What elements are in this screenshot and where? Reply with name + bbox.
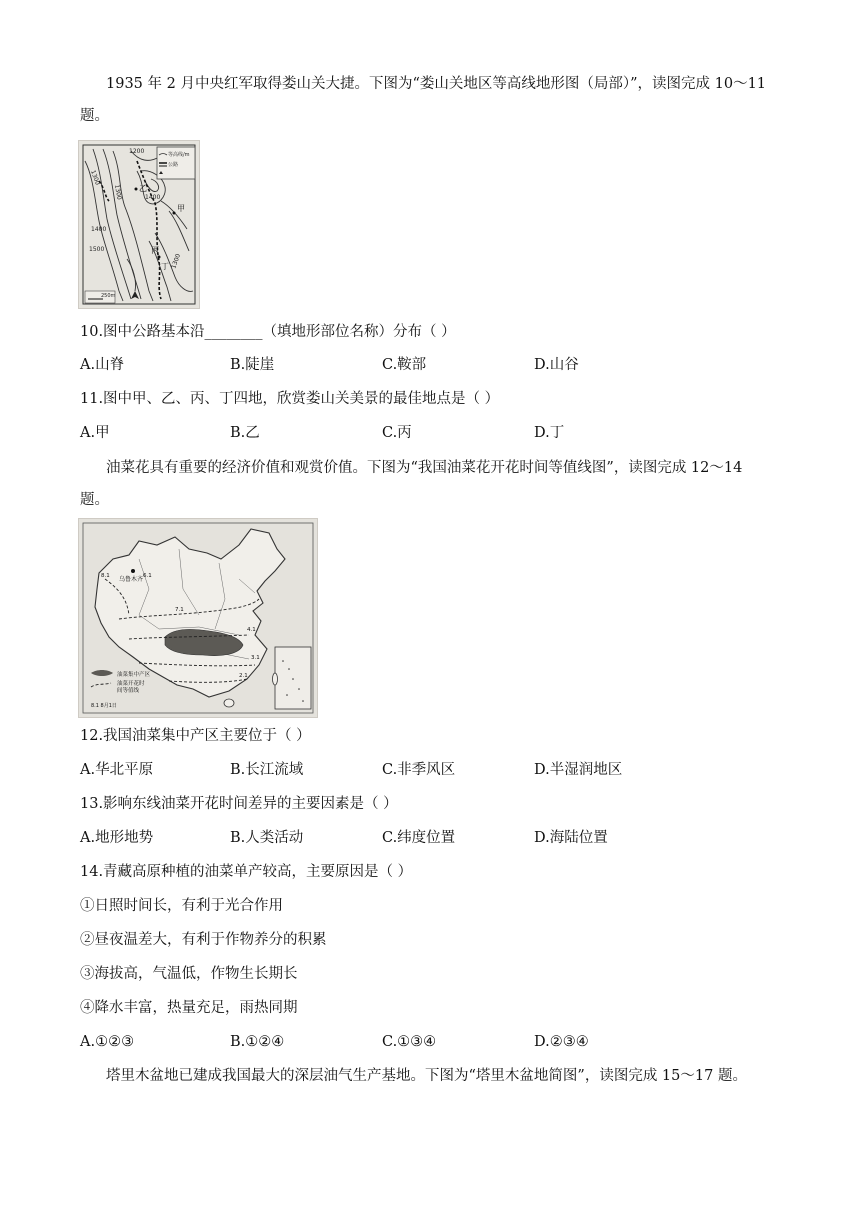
legend-note-label: 8.1 8月1日 — [91, 703, 117, 709]
q13-option-b[interactable]: B.人类活动 — [230, 830, 304, 846]
q14-stem: 14.青藏高原种植的油菜单产较高，主要原因是（ ） — [80, 864, 413, 880]
contour-label-1400-a: 1400 — [145, 194, 161, 201]
contour-map — [79, 141, 199, 308]
intro2-line2: 题。 — [80, 492, 109, 508]
q14-option-d[interactable]: D.②③④ — [534, 1034, 589, 1050]
place-bing: 丙 — [151, 246, 159, 255]
taiwan-island — [273, 673, 278, 685]
q14-option-b[interactable]: B.①②④ — [230, 1034, 285, 1050]
q10-stem: 10.图中公路基本沿________（填地形部位名称）分布（ ） — [80, 324, 456, 340]
intro1-line2: 题。 — [80, 108, 109, 124]
q11-option-d[interactable]: D.丁 — [534, 425, 565, 441]
legend-contour-label: 等高线/m — [168, 152, 190, 158]
south-china-sea-inset — [275, 647, 311, 709]
iso-label-a: 8.1 — [101, 573, 110, 579]
q14-statement-1: ①日照时间长，有利于光合作用 — [80, 898, 283, 914]
iso-label-e: 3.1 — [251, 655, 260, 661]
q14-option-c[interactable]: C.①③④ — [382, 1034, 437, 1050]
q12-option-c[interactable]: C.非季风区 — [382, 762, 456, 778]
contour-label-1300-b: 1300 — [113, 184, 123, 201]
q10-option-b[interactable]: B.陡崖 — [230, 357, 275, 373]
q13-option-a[interactable]: A.地形地势 — [80, 830, 154, 846]
q13-option-c[interactable]: C.纬度位置 — [382, 830, 456, 846]
legend-line-label-1: 油菜开花时 — [117, 681, 145, 687]
iso-label-f: 2.1 — [239, 673, 248, 679]
q11-stem: 11.图中甲、乙、丙、丁四地，欣赏娄山关美景的最佳地点是（ ） — [80, 391, 500, 407]
q14-option-a[interactable]: A.①②③ — [80, 1034, 135, 1050]
q11-option-c[interactable]: C.丙 — [382, 425, 412, 441]
q10-option-a[interactable]: A.山脊 — [80, 357, 125, 373]
contour-label-1200: 1200 — [129, 148, 145, 155]
contour-label-1400-b: 1400 — [91, 226, 107, 233]
place-ding: 丁 — [161, 262, 169, 271]
q12-option-a[interactable]: A.华北平原 — [80, 762, 154, 778]
contour-map-figure — [78, 140, 200, 309]
q14-statement-3: ③海拔高，气温低，作物生长期长 — [80, 966, 298, 982]
city-label-urumqi: 乌鲁木齐 — [119, 576, 144, 583]
legend-road-label: 公路 — [168, 162, 179, 168]
china-rapeseed-map — [79, 519, 317, 717]
contour-label-1300-c: 1300 — [170, 252, 183, 270]
q10-option-d[interactable]: D.山谷 — [534, 357, 579, 373]
hainan-island — [224, 699, 234, 707]
q14-statement-4: ④降水丰富，热量充足，雨热同期 — [80, 1000, 298, 1016]
intro1-line1: 1935 年 2 月中央红军取得娄山关大捷。下图为“娄山关地区等高线地形图（局部）”，读图完成 10～11 — [106, 76, 767, 92]
intro3-line1: 塔里木盆地已建成我国最大的深层油气生产基地。下图为“塔里木盆地简图”，读图完成 15～17 题。 — [106, 1068, 747, 1084]
q12-option-d[interactable]: D.半湿润地区 — [534, 762, 623, 778]
place-jia: 甲 — [177, 204, 185, 213]
q11-option-a[interactable]: A.甲 — [80, 425, 110, 441]
china-map-figure — [78, 518, 318, 718]
iso-label-d: 4.1 — [247, 627, 256, 633]
scale-label: 250m — [101, 293, 116, 299]
q13-option-d[interactable]: D.海陆位置 — [534, 830, 608, 846]
legend-area-label: 油菜集中产区 — [117, 672, 151, 678]
legend-line-label-2: 间等值线 — [117, 688, 140, 694]
q12-stem: 12.我国油菜集中产区主要位于（ ） — [80, 728, 311, 744]
q10-option-c[interactable]: C.鞍部 — [382, 357, 427, 373]
contour-label-1500: 1500 — [89, 246, 105, 253]
place-yi: 乙 — [139, 184, 147, 193]
iso-label-c: 7.1 — [175, 607, 184, 613]
q14-statement-2: ②昼夜温差大，有利于作物养分的积累 — [80, 932, 327, 948]
iso-label-b: 6.1 — [143, 573, 152, 579]
intro2-line1: 油菜花具有重要的经济价值和观赏价值。下图为“我国油菜花开花时间等值线图”，读图完成 12～14 — [106, 460, 743, 476]
q13-stem: 13.影响东线油菜开花时间差异的主要因素是（ ） — [80, 796, 398, 812]
q12-option-b[interactable]: B.长江流域 — [230, 762, 304, 778]
contour-label-1300-a: 1300 — [89, 169, 101, 187]
q11-option-b[interactable]: B.乙 — [230, 425, 260, 441]
